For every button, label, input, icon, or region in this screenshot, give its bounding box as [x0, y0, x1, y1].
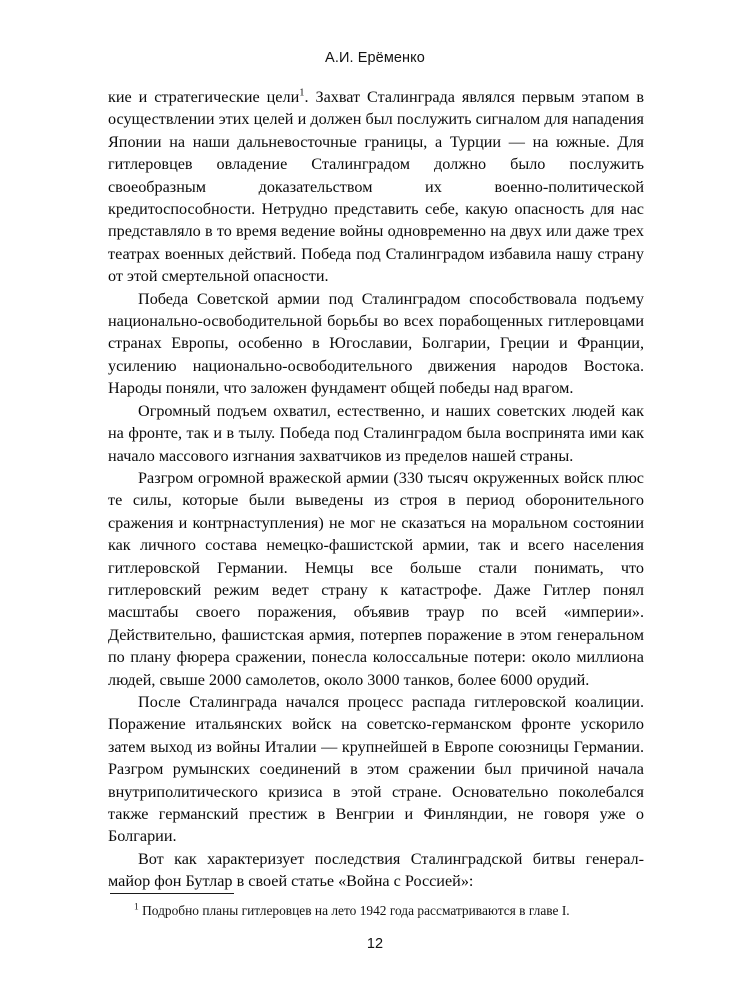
paragraph-continued [108, 86, 644, 288]
footnote-area [108, 893, 644, 919]
footnote-number: 1 [134, 902, 139, 913]
paragraph-6: Вот как характеризует последствия Сталинградской битвы генерал-майор фон Бутлар в своей статье «Война с Россией»: [108, 849, 644, 891]
paragraph-text-before-footnote-ref: кие и стратегические цели [108, 88, 300, 106]
page-number: 12 [366, 936, 384, 952]
footnote-entry [108, 902, 644, 919]
footnote-text: Подробно планы гитлеровцев на лето 1942 года рассматриваются в главе I. [142, 903, 570, 918]
paragraph-3: Огромный подъем охватил, естественно, и наших советских людей как на фронте, так и в тылу. Победа под Сталинградом была воспринята ими как начало массового изгнания захватчиков из пределов нашей страны. [108, 401, 644, 465]
footnote-separator-rule [110, 893, 234, 894]
paragraph-text-after-footnote-ref: . Захват Сталинграда являлся первым этапом в осуществлении этих целей и должен был послужить сигналом для нападения Японии на наши дальневосточные границы, а Турции — на южные. Для гитлеровцев овладение Сталинградом должно было послужить своеобразным доказательством их военно-политической кредитоспособности. Нетрудно представить себе, какую опасность для нас представляло в то время ведение войны одновременно на двух или даже трех театрах военных действий. Победа под Сталинградом избавила нашу страну от этой смертельной опасности. [108, 88, 645, 286]
running-header-author: А.И. Ерёменко [325, 50, 425, 66]
paragraph-4: Разгром огромной вражеской армии (330 тысяч окруженных войск плюс те силы, которые были выведены из строя в период оборонительного сражения и контрнаступления) не мог не сказаться на моральном состоянии как личного состава немецко-фашистской армии, так и всего населения гитлеровской Германии. Немцы все больше стали понимать, что гитлеровский режим ведет страну к катастрофе. Даже Гитлер понял масштабы своего поражения, объявив траур по всей «империи». Действительно, фашистская армия, потерпев поражение в этом генеральном по плану фюрера сражении, понесла колоссальные потери: около миллиона людей, свыше 2000 самолетов, около 3000 танков, более 6000 орудий. [108, 468, 644, 689]
paragraph-5: После Сталинграда начался процесс распада гитлеровской коалиции. Поражение итальянских войск на советско-германском фронте ускорило затем выход из войны Италии — крупнейшей в Европе союзницы Германии. Разгром румынских соединений в этом сражении был причиной начала внутриполитического кризиса в этой стране. Основательно поколебался также германский престиж в Венгрии и Финляндии, не говоря уже о Болгарии. [108, 692, 644, 846]
body-text-block [108, 86, 644, 893]
footnote-reference-marker[interactable]: 1 [299, 87, 305, 99]
paragraph-2: Победа Советской армии под Сталинградом способствовала подъему национально-освободительной борьбы во всех порабощенных гитлеровцами странах Европы, особенно в Югославии, Болгарии, Греции и Франции, усилению национально-освободительного движения народов Востока. Народы поняли, что заложен фундамент общей победы над врагом. [108, 289, 644, 398]
